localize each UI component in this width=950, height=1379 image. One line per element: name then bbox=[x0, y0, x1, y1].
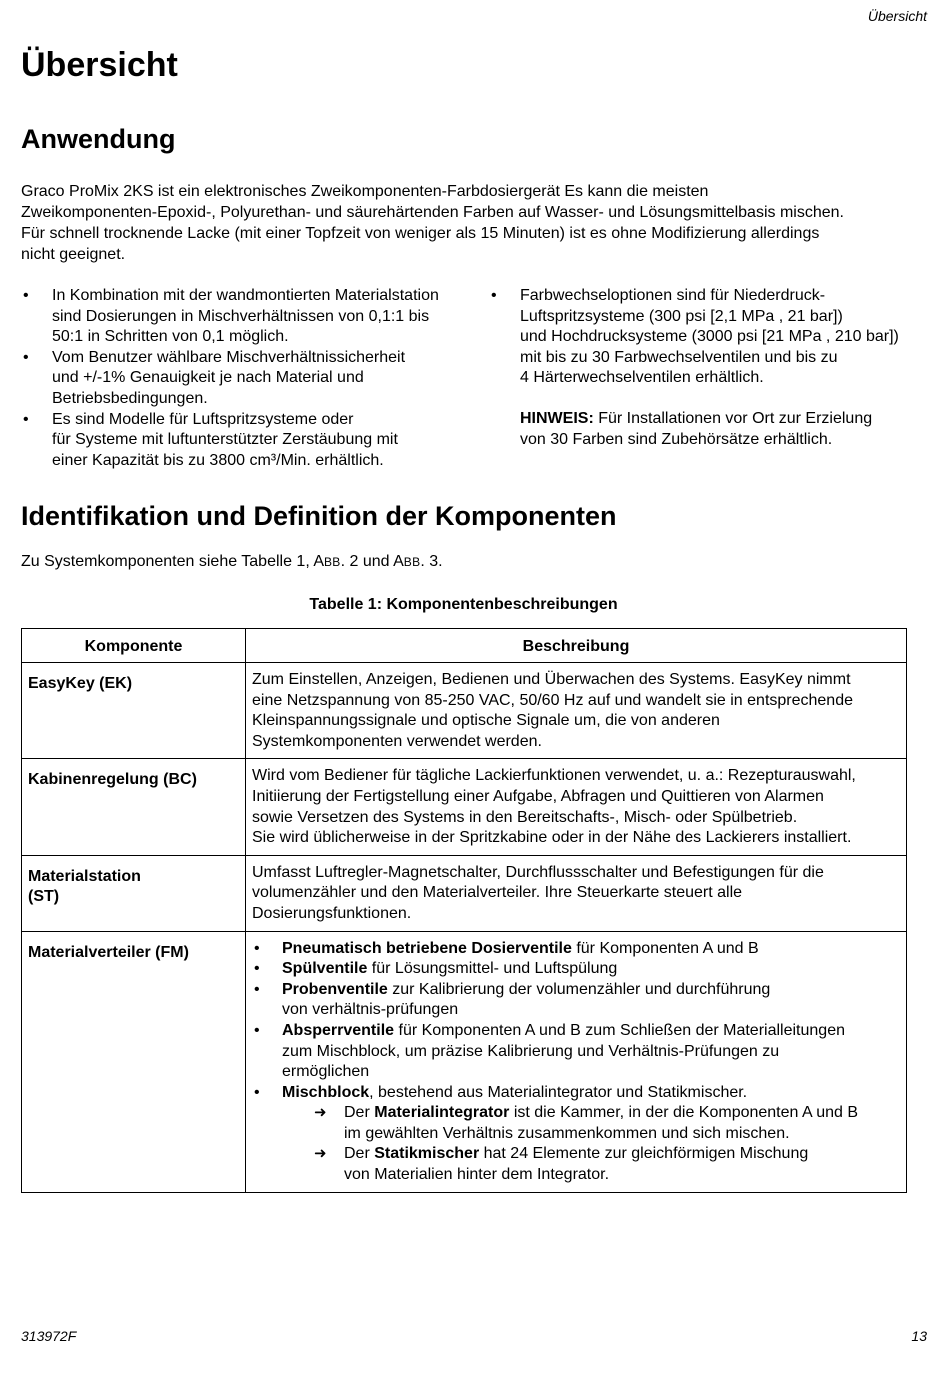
page-title: Übersicht bbox=[21, 46, 178, 84]
reference-text: . 2 und bbox=[340, 553, 394, 570]
component-name-line: Materialstation bbox=[28, 867, 141, 885]
running-header: Übersicht bbox=[867, 8, 927, 24]
feature-item bbox=[21, 348, 471, 410]
component-description bbox=[246, 663, 907, 759]
description-line: Wird vom Bediener für tägliche Lackierfunktionen verwendet, u. a.: Rezepturauswahl, bbox=[252, 767, 856, 785]
sublist-item bbox=[282, 1103, 900, 1144]
sublist-item bbox=[282, 1144, 900, 1185]
component-description bbox=[246, 855, 907, 931]
mixer-sublist bbox=[282, 1103, 900, 1185]
table-header-row bbox=[22, 629, 907, 663]
feature-text: und +/-1% Genauigkeit je nach Material und bbox=[52, 369, 364, 387]
feature-item bbox=[21, 410, 471, 472]
feature-list-right bbox=[489, 286, 934, 389]
components-table bbox=[21, 628, 907, 1193]
section-heading-anwendung: Anwendung bbox=[21, 124, 176, 154]
item-text: für Komponenten A und B bbox=[571, 939, 759, 957]
component-name: Materialverteiler (FM) bbox=[22, 931, 246, 1192]
item-text: zum Mischblock, um präzise Kalibrierung und Verhältnis-Prüfungen zu bbox=[282, 1042, 780, 1060]
table-row bbox=[22, 931, 907, 1192]
feature-item bbox=[21, 286, 471, 348]
feature-text: • Farbwechseloptionen sind für Niederdruck- bbox=[520, 287, 826, 304]
arrow-right-icon: ➜ bbox=[314, 1104, 327, 1122]
abb-text: BB bbox=[403, 555, 421, 569]
item-text: , bestehend aus Materialintegrator und Statikmischer. bbox=[369, 1083, 748, 1101]
description-line: eine Netzspannung von 85-250 VAC, 50/60 Hz auf und wandelt sie in entsprechende bbox=[252, 691, 853, 709]
column-header-description: Beschreibung bbox=[246, 629, 907, 663]
item-term: Pneumatisch betriebene Dosierventile bbox=[282, 939, 572, 957]
item-text: von Materialien hinter dem Integrator. bbox=[344, 1166, 610, 1184]
item-term: Mischblock bbox=[282, 1083, 370, 1101]
abb-text: A bbox=[393, 553, 404, 570]
item-text: ist die Kammer, in der die Komponenten A und B bbox=[509, 1104, 859, 1122]
feature-text: und Hochdrucksysteme (3000 psi [21 MPa , 210 bar]) bbox=[520, 328, 899, 346]
intro-line: Graco ProMix 2KS ist ein elektronisches Zweikomponenten-Farbdosiergerät Es kann die meisten bbox=[21, 183, 709, 200]
feature-text: Luftspritzsysteme (300 psi [2,1 MPa , 21 bar]) bbox=[520, 307, 843, 325]
feature-item bbox=[489, 286, 934, 389]
feature-text: mit bis zu 30 Farbwechselventilen und bis zu bbox=[520, 348, 838, 366]
description-line: Initiierung der Fertigstellung einer Aufgabe, Abfragen und Quittieren von Alarmen bbox=[252, 787, 824, 805]
item-line bbox=[344, 1103, 900, 1124]
description-line: Sie wird üblicherweise in der Spritzkabine oder in der Nähe des Lackierers installiert. bbox=[252, 829, 852, 847]
feature-text: Betriebsbedingungen. bbox=[52, 389, 208, 407]
intro-paragraph bbox=[21, 181, 926, 265]
component-description bbox=[246, 931, 907, 1192]
list-item bbox=[252, 939, 900, 960]
feature-list-left bbox=[21, 286, 471, 471]
item-text: hat 24 Elemente zur gleichförmigen Mischung bbox=[479, 1145, 809, 1163]
description-line: Systemkomponenten verwendet werden. bbox=[252, 732, 542, 750]
note-block bbox=[520, 409, 930, 450]
description-line: Umfasst Luftregler-Magnetschalter, Durchflussschalter und Befestigungen für die bbox=[252, 863, 824, 881]
feature-text: • Vom Benutzer wählbare Mischverhältnissicherheit bbox=[52, 348, 406, 366]
item-text: ermöglichen bbox=[282, 1063, 370, 1081]
arrow-right-icon: ➜ bbox=[314, 1145, 327, 1163]
note-label: HINWEIS: bbox=[520, 410, 594, 427]
item-text: im gewählten Verhältnis zusammenkommen und sich mischen. bbox=[344, 1124, 790, 1142]
feature-text: sind Dosierungen in Mischverhältnissen von 0,1:1 bis bbox=[52, 307, 430, 325]
feature-text: • Es sind Modelle für Luftspritzsysteme oder bbox=[52, 410, 354, 428]
table-row bbox=[22, 663, 907, 759]
description-line: Kleinspannungssignale und optische Signale um, die von anderen bbox=[252, 712, 720, 730]
item-line bbox=[282, 980, 900, 1001]
component-name-line: (ST) bbox=[28, 888, 60, 906]
feature-text: einer Kapazität bis zu 3800 cm³/Min. erhältlich. bbox=[52, 451, 384, 469]
note-text: Für Installationen vor Ort zur Erzielung bbox=[593, 410, 873, 427]
item-term: Statikmischer bbox=[374, 1145, 480, 1163]
description-line: Dosierungsfunktionen. bbox=[252, 904, 412, 922]
figure-ref-link[interactable] bbox=[393, 553, 420, 570]
page-number: 13 bbox=[911, 1328, 927, 1344]
item-text: Der bbox=[344, 1145, 375, 1163]
table-caption: Tabelle 1: Komponentenbeschreibungen bbox=[309, 596, 618, 613]
list-item bbox=[252, 959, 900, 980]
note-line bbox=[520, 409, 930, 430]
document-number: 313972F bbox=[21, 1328, 77, 1344]
feature-text: • In Kombination mit der wandmontierten Materialstation bbox=[52, 287, 439, 304]
item-term: Spülventile bbox=[282, 960, 368, 978]
component-name: Kabinenregelung (BC) bbox=[22, 759, 246, 855]
component-description bbox=[246, 759, 907, 855]
item-text: von verhältnis-prüfungen bbox=[282, 1001, 459, 1019]
item-term: Absperrventile bbox=[282, 1021, 395, 1039]
item-term: Materialintegrator bbox=[374, 1104, 510, 1122]
column-header-component: Komponente bbox=[22, 629, 246, 663]
feature-text: 50:1 in Schritten von 0,1 möglich. bbox=[52, 328, 289, 346]
component-name bbox=[22, 855, 246, 931]
table-row bbox=[22, 759, 907, 855]
description-line: sowie Versetzen des Systems in den Bereitschafts-, Misch- oder Spülbetrieb. bbox=[252, 808, 798, 826]
item-line bbox=[344, 1144, 900, 1165]
valve-list bbox=[252, 939, 900, 1186]
item-text: für Komponenten A und B zum Schließen der Materialleitungen bbox=[394, 1021, 845, 1039]
description-line: volumenzähler und den Materialverteiler. Ihre Steuerkarte steuert alle bbox=[252, 884, 743, 902]
abb-text: A bbox=[313, 553, 324, 570]
list-item bbox=[252, 980, 900, 1021]
item-text: zur Kalibrierung der volumenzähler und durchführung bbox=[387, 980, 771, 998]
intro-line: Für schnell trocknende Lacke (mit einer Topfzeit von weniger als 15 Minuten) ist es ohne Modifizierung allerdings bbox=[21, 225, 820, 242]
item-line bbox=[282, 1021, 900, 1042]
feature-text: 4 Härterwechselventilen erhältlich. bbox=[520, 369, 764, 387]
figure-ref-link[interactable] bbox=[313, 553, 340, 570]
reference-text: Zu Systemkomponenten siehe Tabelle 1, bbox=[21, 553, 314, 570]
description-line: Zum Einstellen, Anzeigen, Bedienen und Überwachen des Systems. EasyKey nimmt bbox=[252, 671, 851, 688]
abb-text: BB bbox=[324, 555, 341, 569]
item-term: Probenventile bbox=[282, 980, 388, 998]
intro-line: nicht geeignet. bbox=[21, 246, 126, 263]
note-text: von 30 Farben sind Zubehörsätze erhältlich. bbox=[520, 430, 833, 448]
item-text: für Lösungsmittel- und Luftspülung bbox=[367, 960, 618, 978]
item-text: Der bbox=[344, 1104, 375, 1122]
section-heading-identifikation: Identifikation und Definition der Komponenten bbox=[21, 501, 617, 531]
intro-line: Zweikomponenten-Epoxid-, Polyurethan- und säurehärtenden Farben auf Wasser- und Lösungsmittelbasis mischen. bbox=[21, 204, 844, 221]
feature-text: für Systeme mit luftunterstützter Zerstäubung mit bbox=[52, 431, 398, 449]
reference-text: . 3. bbox=[420, 553, 443, 570]
list-item bbox=[252, 1021, 900, 1083]
table-row bbox=[22, 855, 907, 931]
reference-sentence bbox=[21, 551, 926, 573]
list-item bbox=[252, 1083, 900, 1186]
component-name: EasyKey (EK) bbox=[22, 663, 246, 759]
